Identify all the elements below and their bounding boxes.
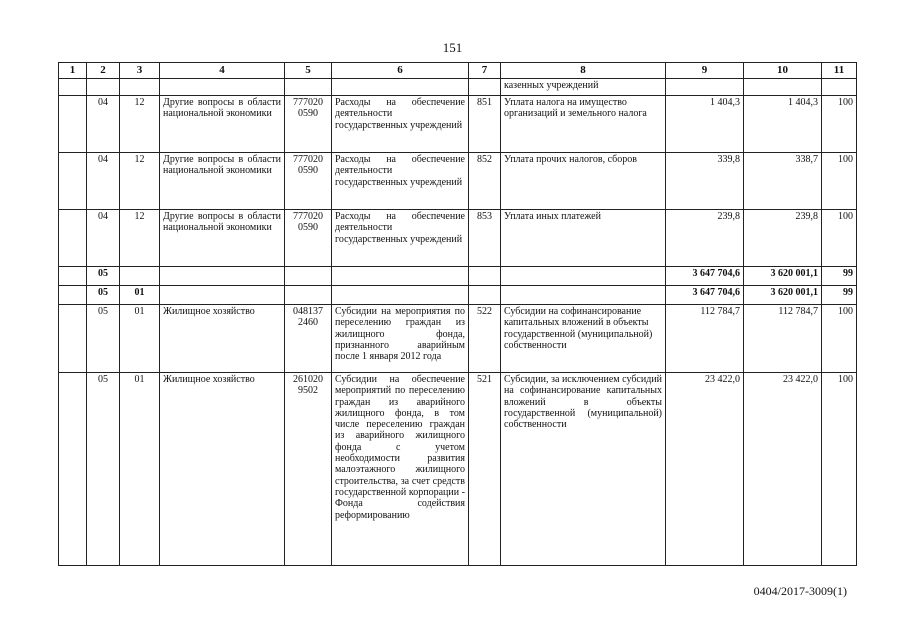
- section-code: 05: [87, 305, 120, 373]
- header-cell: 3: [120, 63, 160, 79]
- table-cell: [59, 79, 87, 96]
- expense-type-code: 522: [469, 305, 501, 373]
- actual-amount: 3 620 001,1: [744, 286, 822, 305]
- table-cell: [59, 210, 87, 267]
- expense-type-name: Уплата налога на имущество организаций и земельного налога: [501, 96, 666, 153]
- table-cell: [285, 79, 332, 96]
- subsection-code: 12: [120, 153, 160, 210]
- target-article-name: Расходы на обеспечение деятельности государственных учреждений: [332, 153, 469, 210]
- expense-type-name: Субсидии на софинансирование капитальных вложений в объекты государственной (муниципальной) собственности: [501, 305, 666, 373]
- section-code: 04: [87, 210, 120, 267]
- table-cell: [469, 79, 501, 96]
- continuation-row: [59, 79, 857, 96]
- table-cell: [469, 267, 501, 286]
- section-name: Жилищное хозяйство: [160, 373, 285, 566]
- table-cell: [744, 79, 822, 96]
- page-number: 151: [442, 40, 463, 55]
- expense-type-code: 851: [469, 96, 501, 153]
- header-cell: 10: [744, 63, 822, 79]
- section-code: 04: [87, 153, 120, 210]
- target-article-name: Субсидии на обеспечение мероприятий по переселению граждан из аварийного жилищного фонда, в том числе переселению граждан из аварийного жилищного фонда с учетом необходимости развития малоэтажного жилищного строительства, за счет средств государственной корпорации - Фонда содействия реформированию: [332, 373, 469, 566]
- target-article-code: 048137 2460: [285, 305, 332, 373]
- table-row: [59, 96, 857, 153]
- header-cell: 8: [501, 63, 666, 79]
- subsection-code: 01: [120, 305, 160, 373]
- table-cell: [59, 153, 87, 210]
- budget-table: [58, 62, 857, 566]
- table-cell: [59, 267, 87, 286]
- table-cell: [59, 286, 87, 305]
- percent-execution: 100: [822, 373, 857, 566]
- table-cell: [285, 267, 332, 286]
- planned-amount: 239,8: [666, 210, 744, 267]
- table-cell: [469, 286, 501, 305]
- section-name: Другие вопросы в области национальной экономики: [160, 210, 285, 267]
- expense-type-code: 852: [469, 153, 501, 210]
- planned-amount: 339,8: [666, 153, 744, 210]
- table-cell: [120, 79, 160, 96]
- header-cell: 7: [469, 63, 501, 79]
- table-cell: [160, 79, 285, 96]
- section-name: Другие вопросы в области национальной экономики: [160, 96, 285, 153]
- percent-execution: 100: [822, 153, 857, 210]
- expense-type-name: Уплата иных платежей: [501, 210, 666, 267]
- expense-type-code: 853: [469, 210, 501, 267]
- percent-execution: 99: [822, 267, 857, 286]
- target-article-code: 777020 0590: [285, 153, 332, 210]
- header-cell: 6: [332, 63, 469, 79]
- header-row: [59, 63, 857, 79]
- target-article-name: Субсидии на мероприятия по переселению граждан из жилищного фонда, признанного аварийным после 1 января 2012 года: [332, 305, 469, 373]
- expense-type-name: Субсидии, за исключением субсидий на софинансирование капитальных вложений в объекты государственной (муниципальной) собственности: [501, 373, 666, 566]
- header-cell: 1: [59, 63, 87, 79]
- table-cell: [120, 267, 160, 286]
- expense-type-name: Уплата прочих налогов, сборов: [501, 153, 666, 210]
- target-article-code: 777020 0590: [285, 210, 332, 267]
- actual-amount: 112 784,7: [744, 305, 822, 373]
- subsection-code: 01: [120, 286, 160, 305]
- table-cell: казенных учреждений: [501, 79, 666, 96]
- actual-amount: 3 620 001,1: [744, 267, 822, 286]
- table-cell: [332, 79, 469, 96]
- table-cell: [666, 79, 744, 96]
- table-cell: [87, 79, 120, 96]
- actual-amount: 338,7: [744, 153, 822, 210]
- table-cell: [59, 373, 87, 566]
- table-cell: [59, 96, 87, 153]
- subsection-code: 01: [120, 373, 160, 566]
- table-cell: [822, 79, 857, 96]
- planned-amount: 3 647 704,6: [666, 267, 744, 286]
- target-article-code: 261020 9502: [285, 373, 332, 566]
- planned-amount: 112 784,7: [666, 305, 744, 373]
- table-cell: [332, 267, 469, 286]
- table-row: [59, 373, 857, 566]
- planned-amount: 3 647 704,6: [666, 286, 744, 305]
- expense-type-code: 521: [469, 373, 501, 566]
- actual-amount: 1 404,3: [744, 96, 822, 153]
- table-row: [59, 153, 857, 210]
- table-cell: [285, 286, 332, 305]
- section-name: Другие вопросы в области национальной экономики: [160, 153, 285, 210]
- header-cell: 2: [87, 63, 120, 79]
- header-cell: 9: [666, 63, 744, 79]
- table-cell: [501, 286, 666, 305]
- section-code: 05: [87, 286, 120, 305]
- table-row: [59, 210, 857, 267]
- percent-execution: 100: [822, 305, 857, 373]
- section-total-row: [59, 267, 857, 286]
- table-cell: [160, 286, 285, 305]
- table-cell: [59, 305, 87, 373]
- subsection-code: 12: [120, 96, 160, 153]
- section-code: 05: [87, 267, 120, 286]
- subsection-total-row: [59, 286, 857, 305]
- header-cell: 4: [160, 63, 285, 79]
- planned-amount: 1 404,3: [666, 96, 744, 153]
- section-code: 05: [87, 373, 120, 566]
- percent-execution: 99: [822, 286, 857, 305]
- header-cell: 11: [822, 63, 857, 79]
- planned-amount: 23 422,0: [666, 373, 744, 566]
- percent-execution: 100: [822, 210, 857, 267]
- target-article-name: Расходы на обеспечение деятельности государственных учреждений: [332, 210, 469, 267]
- percent-execution: 100: [822, 96, 857, 153]
- header-cell: 5: [285, 63, 332, 79]
- target-article-name: Расходы на обеспечение деятельности государственных учреждений: [332, 96, 469, 153]
- table-cell: [332, 286, 469, 305]
- table-cell: [160, 267, 285, 286]
- actual-amount: 23 422,0: [744, 373, 822, 566]
- document-code: 0404/2017-3009(1): [753, 584, 847, 598]
- table-row: [59, 305, 857, 373]
- subsection-code: 12: [120, 210, 160, 267]
- table-cell: [501, 267, 666, 286]
- target-article-code: 777020 0590: [285, 96, 332, 153]
- section-code: 04: [87, 96, 120, 153]
- actual-amount: 239,8: [744, 210, 822, 267]
- section-name: Жилищное хозяйство: [160, 305, 285, 373]
